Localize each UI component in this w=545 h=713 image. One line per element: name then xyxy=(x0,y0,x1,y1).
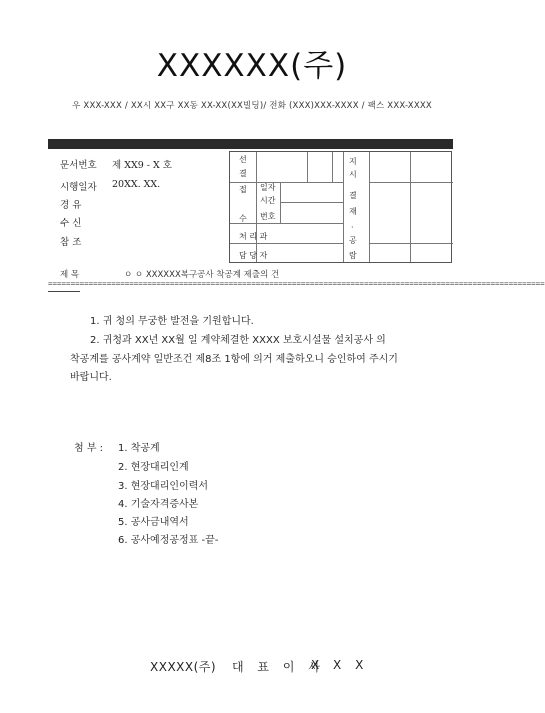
recipient-label: 수 신 xyxy=(60,218,82,229)
person-in-charge-label: 담 당 자 xyxy=(239,251,268,260)
approval-box xyxy=(229,151,452,263)
approval-gyeol: 결 xyxy=(239,169,247,178)
separator-tail xyxy=(48,291,80,292)
attachment-item: 5. 공사금내역서 xyxy=(118,517,189,528)
reference-label: 참 조 xyxy=(60,237,82,248)
company-title: XXXXXX(주) xyxy=(156,48,348,84)
review-jae: 재 xyxy=(349,207,357,216)
header-bar xyxy=(48,139,453,149)
receipt-ilja: 일자 xyxy=(260,183,276,192)
body-paragraph-2-line-2: 착공계를 공사계약 일반조건 제8조 1항에 의거 제출하오니 승인하여 주시기 xyxy=(70,354,398,365)
attachment-item: 2. 현장대리인계 xyxy=(118,462,189,473)
review-ram: 람 xyxy=(349,251,357,260)
instruction-si: 시 xyxy=(349,170,357,179)
address-line: 우 XXX-XXX / XX시 XX구 XX동 XX-XX(XX빌딩)/ 전화 (XXX)XXX-XXXX / 팩스 XXX-XXXX xyxy=(72,101,432,111)
review-dot: · xyxy=(351,223,354,232)
footer-company: XXXXX(주) xyxy=(150,660,217,674)
receipt-jeop: 접 xyxy=(239,185,247,194)
attachment-item: 4. 기술자격증사본 xyxy=(118,499,199,510)
receipt-sigan: 시간 xyxy=(260,196,276,205)
receipt-su: 수 xyxy=(239,214,247,223)
review-gong: 공 xyxy=(349,236,357,245)
processing-dept-label: 처 리 과 xyxy=(239,232,268,241)
approval-seon: 선 xyxy=(239,155,247,164)
footer-role: 대 표 이 사 xyxy=(232,660,325,674)
body-paragraph-2-line-3: 바랍니다. xyxy=(70,372,112,383)
doc-number-label: 문서번호 xyxy=(60,160,97,171)
subject-text: ㅇ ㅇ XXXXXX복구공사 착공계 제출의 건 xyxy=(124,270,280,280)
issue-date-label: 시행일자 xyxy=(60,182,97,193)
attachments-label: 첨 부 : xyxy=(74,443,104,454)
attachment-item: 3. 현장대리인이력서 xyxy=(118,481,208,492)
separator-line: ============================================================================================================== xyxy=(48,279,545,288)
review-gyeol: 결 xyxy=(349,191,357,200)
attachment-item: 6. 공사예정공정표 -끝- xyxy=(118,535,219,546)
instruction-ji: 지 xyxy=(349,157,357,166)
body-paragraph-2-line-1: 2. 귀청과 XX년 XX월 일 계약체결한 XXXX 보호시설물 설치공사 의 xyxy=(90,335,386,346)
attachment-item: 1. 착공계 xyxy=(118,443,160,454)
subject-label: 제 목 xyxy=(60,270,80,280)
via-label: 경 유 xyxy=(60,200,82,211)
issue-date-value: 20XX. XX. xyxy=(112,179,161,190)
receipt-beonho: 번호 xyxy=(260,212,276,221)
body-paragraph-1: 1. 귀 청의 무궁한 발전을 기원합니다. xyxy=(90,316,254,327)
doc-number-value: 제 XX9 - X 호 xyxy=(112,160,172,171)
footer-name: X X X xyxy=(311,658,369,672)
